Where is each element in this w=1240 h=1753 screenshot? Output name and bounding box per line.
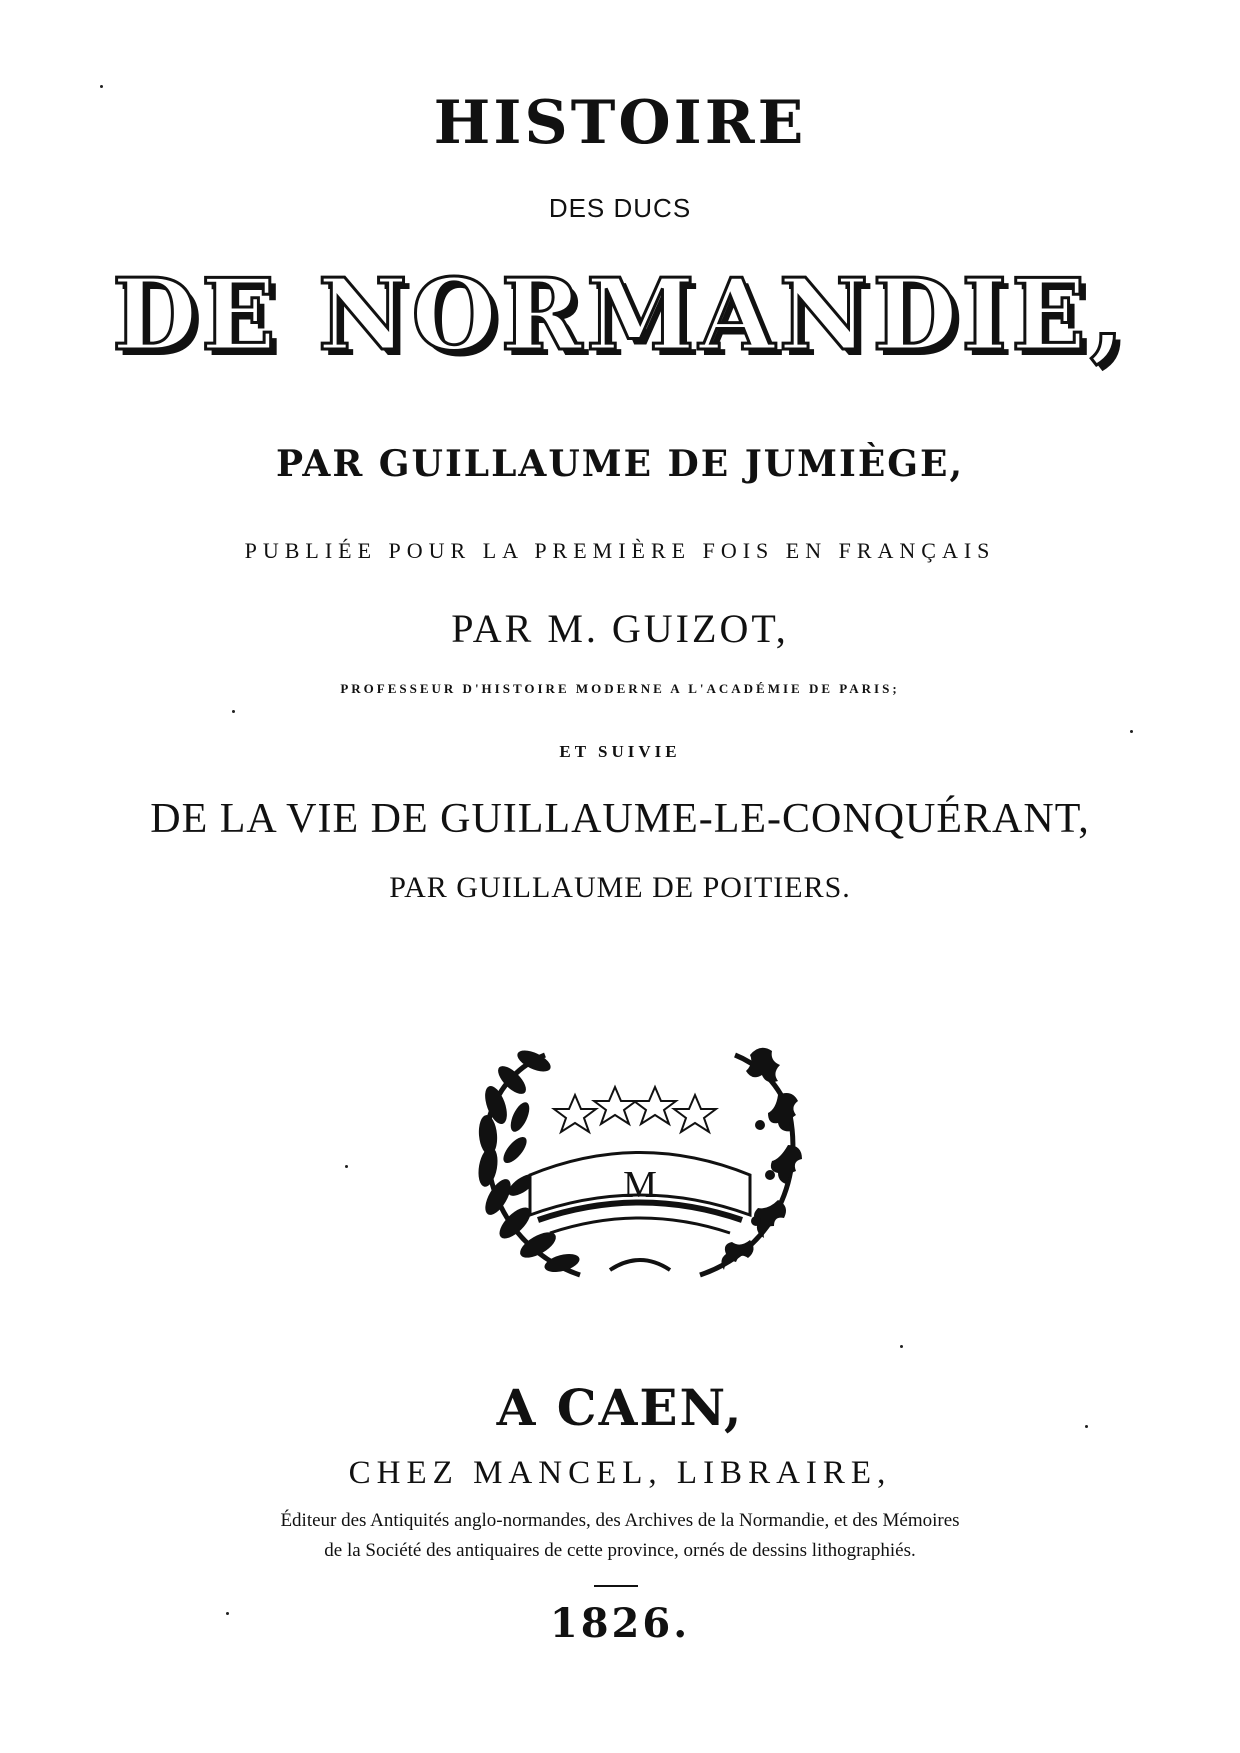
imprint-city: A CAEN, (496, 1378, 744, 1437)
translator-line: PAR M. GUIZOT, (451, 606, 789, 651)
second-work-author: PAR GUILLAUME DE POITIERS. (389, 871, 851, 904)
scan-speck (345, 1165, 348, 1168)
followed-by: ET SUIVIE (559, 742, 681, 761)
scan-speck (1085, 1425, 1088, 1428)
scan-speck (900, 1345, 903, 1348)
translator-title: PROFESSEUR D'HISTOIRE MODERNE A L'ACADÉMIE DE PARIS; (340, 681, 900, 696)
scan-speck (232, 710, 235, 713)
imprint-publisher: CHEZ MANCEL, LIBRAIRE, (348, 1455, 892, 1491)
title-de-normandie: DE NORMANDIE, (112, 258, 1128, 373)
title-des-ducs: DES DUCS (548, 193, 692, 223)
title-histoire: HISTOIRE (433, 88, 807, 158)
imprint-description-1: Éditeur des Antiquités anglo-normandes, des Archives de la Normandie, et des Mémoires (280, 1510, 960, 1531)
scan-speck (100, 85, 103, 88)
imprint-rule (594, 1585, 638, 1587)
imprint-year: 1826. (549, 1600, 691, 1647)
imprint-description-2: de la Société des antiquaires de cette province, ornés de dessins lithographiés. (324, 1540, 916, 1561)
emblem-monogram: M (623, 1164, 657, 1206)
scan-speck (226, 1612, 229, 1615)
laurel-wreath-emblem-icon (460, 1025, 820, 1295)
scan-speck (1130, 730, 1133, 733)
second-work-title: DE LA VIE DE GUILLAUME-LE-CONQUÉRANT, (150, 796, 1090, 842)
author-line: PAR GUILLAUME DE JUMIÈGE, (275, 443, 965, 485)
publication-note: PUBLIÉE POUR LA PREMIÈRE FOIS EN FRANÇAIS (244, 538, 996, 563)
